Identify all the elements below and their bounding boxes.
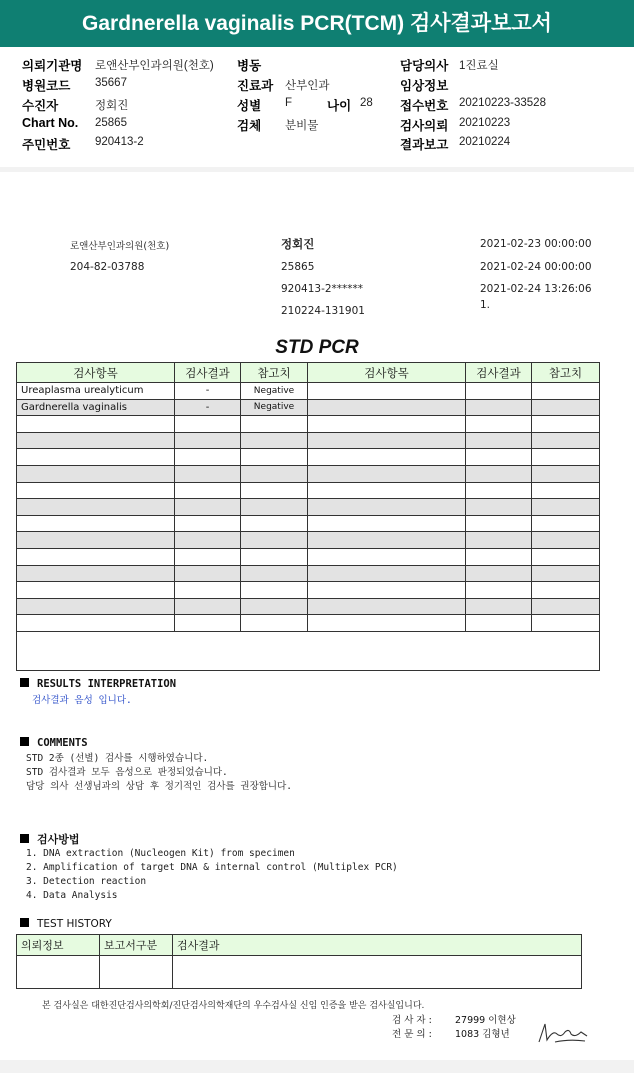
label-receipt: 접수번호	[400, 99, 449, 113]
empty-row	[17, 416, 600, 433]
value-resident: 920413-2	[95, 136, 144, 148]
cell-reference: Negative	[241, 399, 308, 416]
meta-chart: 25865	[281, 261, 315, 273]
col-test-item: 검사항목	[17, 363, 175, 383]
comments-line: 담당 의사 선생님과의 상담 후 정기적인 검사를 권장합니다.	[26, 781, 293, 792]
value-doctor: 1진료실	[459, 60, 499, 72]
history-row	[17, 956, 582, 989]
table-row	[17, 399, 600, 416]
meta-clinic-no: 204-82-03788	[70, 261, 145, 273]
value-receipt: 20210223-33528	[459, 97, 546, 109]
empty-row	[17, 598, 600, 615]
cell-test-item-2	[308, 399, 466, 416]
cell-reference-2	[532, 383, 600, 400]
cell-result-2	[466, 399, 532, 416]
col-reference-2: 참고치	[532, 363, 600, 383]
method-heading: 검사방법	[20, 831, 80, 847]
cell-result-2	[466, 383, 532, 400]
empty-row	[17, 515, 600, 532]
bullet-square-icon	[20, 918, 29, 927]
meta-resident: 920413-2******	[281, 283, 364, 295]
empty-row	[17, 449, 600, 466]
empty-row	[17, 548, 600, 565]
label-sex: 성별	[237, 99, 262, 113]
bullet-square-icon	[20, 737, 29, 746]
label-clinic: 의뢰기관명	[22, 59, 83, 73]
cell-test-item-2	[308, 383, 466, 400]
empty-row	[17, 432, 600, 449]
meta-patient: 정회진	[281, 237, 315, 251]
meta-receipt: 210224-131901	[281, 305, 365, 317]
cell-reference-2	[532, 399, 600, 416]
certification-text: 본 검사실은 대한진단검사의학회/진단검사의학재단의 우수검사실 신임 인증을 받은 검사실입니다.	[42, 1001, 425, 1011]
interpretation-text: 검사결과 음성 입니다.	[32, 695, 132, 706]
meta-clinic: 로앤산부인과의원(천호)	[70, 241, 170, 252]
results-table	[16, 362, 600, 671]
label-department: 진료과	[237, 79, 274, 93]
empty-row	[17, 565, 600, 582]
method-line: 2. Amplification of target DNA & internal control (Multiplex PCR)	[26, 862, 398, 873]
empty-row	[17, 499, 600, 516]
signature-icon	[535, 1020, 595, 1048]
table-row	[17, 383, 600, 400]
empty-row	[17, 532, 600, 549]
report-title: Gardnerella vaginalis PCR(TCM) 검사결과보고서	[0, 0, 634, 47]
empty-row	[17, 465, 600, 482]
value-clinic: 로앤산부인과의원(천호)	[95, 60, 214, 72]
label-doctor: 담당의사	[400, 59, 449, 73]
specialist-label: 전 문 의 :	[392, 1029, 432, 1040]
method-line: 3. Detection reaction	[26, 876, 147, 887]
label-request-date: 검사의뢰	[400, 119, 449, 133]
cell-test-item: Gardnerella vaginalis	[17, 399, 175, 416]
meta-date1: 2021-02-23 00:00:00	[480, 238, 592, 250]
value-hospital-code: 35667	[95, 77, 127, 89]
header-info	[0, 47, 634, 167]
bullet-square-icon	[20, 678, 29, 687]
tester-value: 27999 이현상	[455, 1015, 516, 1026]
comments-line: STD 검사결과 모두 음성으로 판정되었습니다.	[26, 767, 228, 778]
results-header-row	[17, 363, 600, 383]
history-heading: TEST HISTORY	[20, 918, 112, 930]
cell-result: -	[175, 383, 241, 400]
value-department: 산부인과	[285, 80, 330, 92]
meta-date3: 2021-02-24 13:26:06	[480, 283, 592, 295]
label-resident: 주민번호	[22, 138, 71, 152]
value-specimen: 분비물	[285, 120, 319, 132]
results-title: STD PCR	[275, 337, 359, 358]
history-table	[16, 934, 582, 989]
interpretation-heading: RESULTS INTERPRETATION	[20, 678, 176, 690]
method-line: 1. DNA extraction (Nucleogen Kit) from specimen	[26, 848, 295, 859]
col-test-item-2: 검사항목	[308, 363, 466, 383]
value-chart: 25865	[95, 117, 127, 129]
specialist-value: 1083 김형년	[455, 1029, 510, 1040]
value-report-date: 20210224	[459, 136, 511, 148]
bullet-square-icon	[20, 834, 29, 843]
report-document	[0, 172, 634, 1060]
col-result: 검사결과	[175, 363, 241, 383]
value-age: 28	[360, 97, 373, 109]
col-report-type: 보고서구분	[100, 935, 173, 956]
value-request-date: 20210223	[459, 117, 511, 129]
label-clinical-info: 임상정보	[400, 79, 449, 93]
col-result-2: 검사결과	[466, 363, 532, 383]
empty-row	[17, 482, 600, 499]
cell-test-item: Ureaplasma urealyticum	[17, 383, 175, 400]
comments-line: STD 2종 (선별) 검사를 시행하였습니다.	[26, 753, 209, 764]
empty-row	[17, 582, 600, 599]
value-sex: F	[285, 97, 293, 109]
table-footer-area	[17, 631, 600, 670]
history-header-row	[17, 935, 582, 956]
label-report-date: 결과보고	[400, 138, 449, 152]
meta-date3-cont: 1.	[480, 299, 491, 311]
empty-row	[17, 615, 600, 632]
label-ward: 병동	[237, 59, 262, 73]
method-line: 4. Data Analysis	[26, 890, 118, 901]
meta-date2: 2021-02-24 00:00:00	[480, 261, 592, 273]
col-reference: 참고치	[241, 363, 308, 383]
col-request-info: 의뢰정보	[17, 935, 100, 956]
value-patient: 정회진	[95, 100, 129, 112]
col-test-result: 검사결과	[173, 935, 582, 956]
tester-label: 검 사 자 :	[392, 1015, 432, 1026]
comments-heading: COMMENTS	[20, 737, 88, 749]
label-age: 나이	[327, 99, 352, 113]
cell-reference: Negative	[241, 383, 308, 400]
label-hospital-code: 병원코드	[22, 79, 71, 93]
label-patient: 수진자	[22, 99, 59, 113]
label-specimen: 검체	[237, 119, 262, 133]
label-chart: Chart No.	[22, 116, 79, 130]
cell-result: -	[175, 399, 241, 416]
